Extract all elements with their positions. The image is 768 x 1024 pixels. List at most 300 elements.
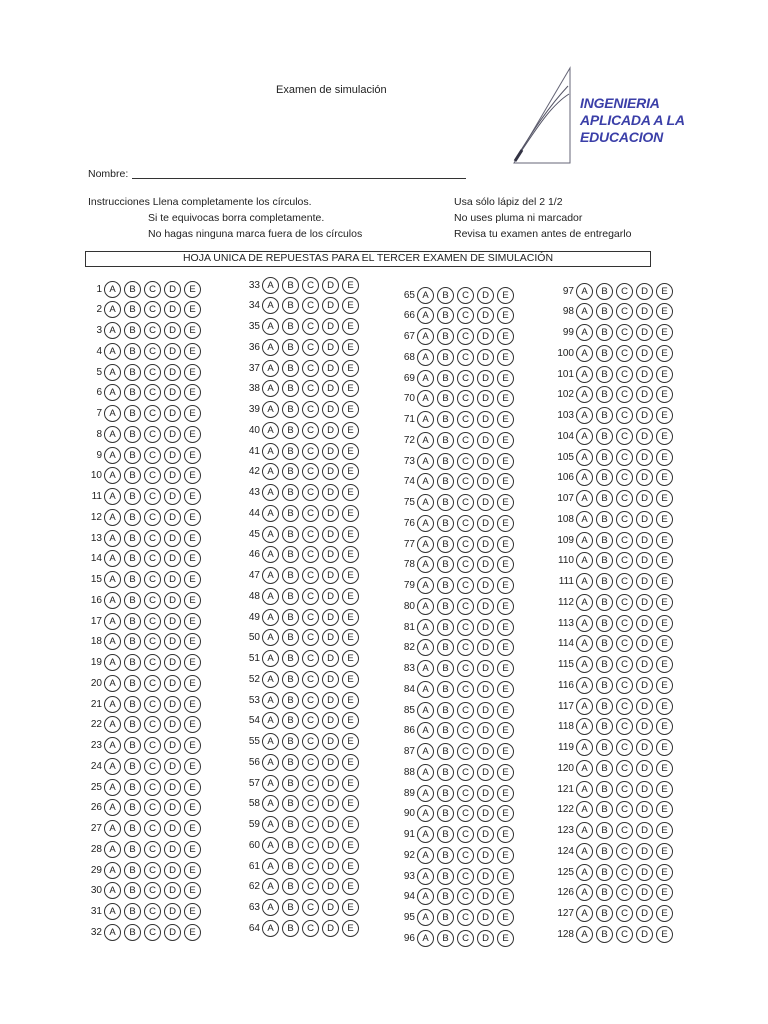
answer-bubble-e[interactable]: E (342, 401, 359, 418)
answer-bubble-d[interactable]: D (477, 826, 494, 843)
answer-bubble-b[interactable]: B (596, 428, 613, 445)
answer-bubble-d[interactable]: D (164, 716, 181, 733)
answer-bubble-a[interactable]: A (104, 696, 121, 713)
answer-bubble-e[interactable]: E (497, 473, 514, 490)
answer-bubble-b[interactable]: B (282, 505, 299, 522)
answer-bubble-e[interactable]: E (656, 594, 673, 611)
answer-bubble-b[interactable]: B (282, 775, 299, 792)
answer-bubble-c[interactable]: C (616, 469, 633, 486)
answer-bubble-a[interactable]: A (576, 449, 593, 466)
answer-bubble-d[interactable]: D (164, 841, 181, 858)
answer-bubble-e[interactable]: E (184, 737, 201, 754)
answer-bubble-a[interactable]: A (417, 556, 434, 573)
answer-bubble-e[interactable]: E (342, 505, 359, 522)
answer-bubble-e[interactable]: E (656, 386, 673, 403)
answer-bubble-b[interactable]: B (124, 301, 141, 318)
answer-bubble-e[interactable]: E (656, 615, 673, 632)
answer-bubble-e[interactable]: E (497, 453, 514, 470)
answer-bubble-e[interactable]: E (342, 878, 359, 895)
answer-bubble-a[interactable]: A (104, 675, 121, 692)
answer-bubble-c[interactable]: C (457, 473, 474, 490)
answer-bubble-e[interactable]: E (342, 692, 359, 709)
answer-bubble-e[interactable]: E (497, 785, 514, 802)
answer-bubble-b[interactable]: B (437, 577, 454, 594)
answer-bubble-b[interactable]: B (596, 781, 613, 798)
answer-bubble-a[interactable]: A (576, 905, 593, 922)
answer-bubble-b[interactable]: B (124, 364, 141, 381)
answer-bubble-c[interactable]: C (302, 567, 319, 584)
answer-bubble-d[interactable]: D (164, 592, 181, 609)
answer-bubble-d[interactable]: D (477, 639, 494, 656)
answer-bubble-b[interactable]: B (596, 469, 613, 486)
answer-bubble-d[interactable]: D (164, 447, 181, 464)
answer-bubble-a[interactable]: A (262, 816, 279, 833)
answer-bubble-c[interactable]: C (457, 660, 474, 677)
answer-bubble-d[interactable]: D (477, 473, 494, 490)
answer-bubble-e[interactable]: E (342, 775, 359, 792)
answer-bubble-b[interactable]: B (124, 571, 141, 588)
answer-bubble-d[interactable]: D (636, 884, 653, 901)
answer-bubble-a[interactable]: A (417, 639, 434, 656)
answer-bubble-b[interactable]: B (596, 386, 613, 403)
answer-bubble-d[interactable]: D (164, 343, 181, 360)
answer-bubble-b[interactable]: B (437, 681, 454, 698)
answer-bubble-b[interactable]: B (282, 712, 299, 729)
answer-bubble-c[interactable]: C (457, 349, 474, 366)
answer-bubble-a[interactable]: A (417, 743, 434, 760)
answer-bubble-e[interactable]: E (656, 303, 673, 320)
answer-bubble-e[interactable]: E (184, 322, 201, 339)
answer-bubble-d[interactable]: D (322, 360, 339, 377)
answer-bubble-e[interactable]: E (656, 739, 673, 756)
answer-bubble-c[interactable]: C (457, 307, 474, 324)
answer-bubble-a[interactable]: A (576, 635, 593, 652)
answer-bubble-d[interactable]: D (477, 785, 494, 802)
answer-bubble-b[interactable]: B (124, 758, 141, 775)
answer-bubble-a[interactable]: A (417, 536, 434, 553)
answer-bubble-b[interactable]: B (437, 390, 454, 407)
answer-bubble-b[interactable]: B (124, 322, 141, 339)
answer-bubble-c[interactable]: C (144, 530, 161, 547)
answer-bubble-d[interactable]: D (636, 926, 653, 943)
answer-bubble-a[interactable]: A (576, 864, 593, 881)
answer-bubble-b[interactable]: B (282, 609, 299, 626)
answer-bubble-e[interactable]: E (184, 467, 201, 484)
answer-bubble-a[interactable]: A (576, 469, 593, 486)
answer-bubble-a[interactable]: A (417, 785, 434, 802)
answer-bubble-b[interactable]: B (596, 366, 613, 383)
answer-bubble-c[interactable]: C (302, 546, 319, 563)
answer-bubble-b[interactable]: B (596, 303, 613, 320)
answer-bubble-c[interactable]: C (144, 903, 161, 920)
answer-bubble-d[interactable]: D (636, 594, 653, 611)
answer-bubble-e[interactable]: E (656, 449, 673, 466)
answer-bubble-e[interactable]: E (184, 447, 201, 464)
answer-bubble-d[interactable]: D (636, 449, 653, 466)
answer-bubble-e[interactable]: E (342, 567, 359, 584)
answer-bubble-e[interactable]: E (497, 390, 514, 407)
answer-bubble-d[interactable]: D (477, 847, 494, 864)
answer-bubble-b[interactable]: B (596, 283, 613, 300)
answer-bubble-d[interactable]: D (322, 712, 339, 729)
answer-bubble-d[interactable]: D (477, 805, 494, 822)
answer-bubble-a[interactable]: A (262, 277, 279, 294)
answer-bubble-e[interactable]: E (656, 511, 673, 528)
answer-bubble-c[interactable]: C (616, 926, 633, 943)
answer-bubble-c[interactable]: C (302, 878, 319, 895)
answer-bubble-e[interactable]: E (342, 837, 359, 854)
answer-bubble-e[interactable]: E (656, 469, 673, 486)
answer-bubble-c[interactable]: C (302, 858, 319, 875)
answer-bubble-b[interactable]: B (124, 903, 141, 920)
answer-bubble-d[interactable]: D (477, 390, 494, 407)
answer-bubble-d[interactable]: D (164, 550, 181, 567)
answer-bubble-e[interactable]: E (342, 650, 359, 667)
answer-bubble-d[interactable]: D (477, 515, 494, 532)
answer-bubble-e[interactable]: E (342, 754, 359, 771)
answer-bubble-d[interactable]: D (477, 764, 494, 781)
answer-bubble-c[interactable]: C (457, 370, 474, 387)
answer-bubble-b[interactable]: B (437, 536, 454, 553)
answer-bubble-a[interactable]: A (417, 473, 434, 490)
answer-bubble-d[interactable]: D (477, 556, 494, 573)
answer-bubble-b[interactable]: B (282, 546, 299, 563)
answer-bubble-c[interactable]: C (144, 592, 161, 609)
answer-bubble-c[interactable]: C (302, 422, 319, 439)
answer-bubble-d[interactable]: D (164, 903, 181, 920)
answer-bubble-e[interactable]: E (342, 858, 359, 875)
answer-bubble-e[interactable]: E (656, 366, 673, 383)
answer-bubble-b[interactable]: B (437, 909, 454, 926)
answer-bubble-d[interactable]: D (477, 349, 494, 366)
answer-bubble-d[interactable]: D (477, 868, 494, 885)
answer-bubble-a[interactable]: A (262, 484, 279, 501)
answer-bubble-e[interactable]: E (656, 635, 673, 652)
answer-bubble-a[interactable]: A (576, 615, 593, 632)
answer-bubble-b[interactable]: B (124, 592, 141, 609)
answer-bubble-e[interactable]: E (656, 490, 673, 507)
answer-bubble-d[interactable]: D (477, 888, 494, 905)
answer-bubble-c[interactable]: C (457, 577, 474, 594)
answer-bubble-a[interactable]: A (576, 511, 593, 528)
answer-bubble-e[interactable]: E (497, 515, 514, 532)
answer-bubble-b[interactable]: B (437, 888, 454, 905)
answer-bubble-a[interactable]: A (417, 515, 434, 532)
answer-bubble-a[interactable]: A (104, 343, 121, 360)
answer-bubble-e[interactable]: E (656, 822, 673, 839)
answer-bubble-c[interactable]: C (144, 550, 161, 567)
answer-bubble-c[interactable]: C (144, 322, 161, 339)
answer-bubble-d[interactable]: D (164, 571, 181, 588)
answer-bubble-e[interactable]: E (656, 552, 673, 569)
answer-bubble-e[interactable]: E (184, 530, 201, 547)
answer-bubble-c[interactable]: C (302, 360, 319, 377)
answer-bubble-c[interactable]: C (144, 405, 161, 422)
answer-bubble-a[interactable]: A (576, 677, 593, 694)
answer-bubble-d[interactable]: D (164, 758, 181, 775)
answer-bubble-e[interactable]: E (497, 370, 514, 387)
answer-bubble-e[interactable]: E (497, 930, 514, 947)
answer-bubble-c[interactable]: C (616, 324, 633, 341)
answer-bubble-a[interactable]: A (576, 781, 593, 798)
answer-bubble-c[interactable]: C (457, 743, 474, 760)
answer-bubble-e[interactable]: E (184, 405, 201, 422)
answer-bubble-e[interactable]: E (342, 380, 359, 397)
answer-bubble-d[interactable]: D (164, 384, 181, 401)
answer-bubble-a[interactable]: A (104, 447, 121, 464)
answer-bubble-b[interactable]: B (124, 613, 141, 630)
answer-bubble-a[interactable]: A (262, 546, 279, 563)
answer-bubble-d[interactable]: D (636, 760, 653, 777)
answer-bubble-c[interactable]: C (616, 366, 633, 383)
answer-bubble-e[interactable]: E (497, 868, 514, 885)
answer-bubble-c[interactable]: C (457, 390, 474, 407)
answer-bubble-b[interactable]: B (437, 370, 454, 387)
answer-bubble-a[interactable]: A (576, 843, 593, 860)
answer-bubble-c[interactable]: C (616, 594, 633, 611)
answer-bubble-d[interactable]: D (636, 283, 653, 300)
answer-bubble-a[interactable]: A (104, 862, 121, 879)
answer-bubble-d[interactable]: D (636, 490, 653, 507)
answer-bubble-b[interactable]: B (282, 526, 299, 543)
answer-bubble-a[interactable]: A (417, 411, 434, 428)
answer-bubble-b[interactable]: B (437, 619, 454, 636)
answer-bubble-b[interactable]: B (437, 743, 454, 760)
answer-bubble-c[interactable]: C (144, 384, 161, 401)
answer-bubble-c[interactable]: C (616, 905, 633, 922)
answer-bubble-a[interactable]: A (262, 733, 279, 750)
answer-bubble-b[interactable]: B (596, 760, 613, 777)
answer-bubble-d[interactable]: D (477, 681, 494, 698)
answer-bubble-e[interactable]: E (656, 864, 673, 881)
answer-bubble-c[interactable]: C (616, 656, 633, 673)
answer-bubble-e[interactable]: E (342, 816, 359, 833)
answer-bubble-c[interactable]: C (302, 297, 319, 314)
answer-bubble-c[interactable]: C (144, 509, 161, 526)
answer-bubble-d[interactable]: D (636, 615, 653, 632)
answer-bubble-b[interactable]: B (596, 864, 613, 881)
answer-bubble-a[interactable]: A (262, 899, 279, 916)
answer-bubble-c[interactable]: C (302, 463, 319, 480)
answer-bubble-d[interactable]: D (636, 656, 653, 673)
answer-bubble-e[interactable]: E (497, 287, 514, 304)
answer-bubble-b[interactable]: B (282, 567, 299, 584)
answer-bubble-c[interactable]: C (616, 449, 633, 466)
answer-bubble-e[interactable]: E (184, 924, 201, 941)
answer-bubble-c[interactable]: C (144, 467, 161, 484)
answer-bubble-a[interactable]: A (576, 386, 593, 403)
answer-bubble-e[interactable]: E (656, 573, 673, 590)
answer-bubble-b[interactable]: B (282, 443, 299, 460)
answer-bubble-c[interactable]: C (302, 712, 319, 729)
answer-bubble-b[interactable]: B (282, 380, 299, 397)
answer-bubble-c[interactable]: C (302, 277, 319, 294)
answer-bubble-c[interactable]: C (457, 328, 474, 345)
answer-bubble-b[interactable]: B (124, 862, 141, 879)
answer-bubble-d[interactable]: D (636, 324, 653, 341)
answer-bubble-e[interactable]: E (184, 716, 201, 733)
answer-bubble-b[interactable]: B (596, 552, 613, 569)
answer-bubble-c[interactable]: C (457, 432, 474, 449)
answer-bubble-a[interactable]: A (417, 453, 434, 470)
answer-bubble-c[interactable]: C (302, 380, 319, 397)
answer-bubble-b[interactable]: B (437, 930, 454, 947)
answer-bubble-e[interactable]: E (497, 307, 514, 324)
answer-bubble-b[interactable]: B (282, 463, 299, 480)
answer-bubble-d[interactable]: D (477, 328, 494, 345)
answer-bubble-a[interactable]: A (262, 650, 279, 667)
answer-bubble-d[interactable]: D (636, 407, 653, 424)
answer-bubble-e[interactable]: E (184, 384, 201, 401)
answer-bubble-a[interactable]: A (104, 592, 121, 609)
answer-bubble-a[interactable]: A (262, 360, 279, 377)
answer-bubble-b[interactable]: B (124, 405, 141, 422)
answer-bubble-d[interactable]: D (164, 509, 181, 526)
answer-bubble-e[interactable]: E (497, 619, 514, 636)
answer-bubble-d[interactable]: D (322, 422, 339, 439)
answer-bubble-e[interactable]: E (497, 888, 514, 905)
answer-bubble-d[interactable]: D (322, 318, 339, 335)
answer-bubble-a[interactable]: A (104, 426, 121, 443)
answer-bubble-a[interactable]: A (576, 428, 593, 445)
answer-bubble-d[interactable]: D (477, 577, 494, 594)
answer-bubble-a[interactable]: A (104, 530, 121, 547)
answer-bubble-a[interactable]: A (417, 702, 434, 719)
answer-bubble-b[interactable]: B (437, 287, 454, 304)
answer-bubble-a[interactable]: A (262, 754, 279, 771)
answer-bubble-c[interactable]: C (457, 411, 474, 428)
answer-bubble-d[interactable]: D (322, 775, 339, 792)
answer-bubble-e[interactable]: E (184, 799, 201, 816)
answer-bubble-d[interactable]: D (322, 546, 339, 563)
answer-bubble-d[interactable]: D (322, 567, 339, 584)
answer-bubble-c[interactable]: C (616, 303, 633, 320)
answer-bubble-c[interactable]: C (616, 677, 633, 694)
answer-bubble-e[interactable]: E (184, 654, 201, 671)
answer-bubble-c[interactable]: C (616, 635, 633, 652)
answer-bubble-e[interactable]: E (342, 795, 359, 812)
answer-bubble-a[interactable]: A (262, 837, 279, 854)
answer-bubble-d[interactable]: D (636, 864, 653, 881)
answer-bubble-a[interactable]: A (576, 345, 593, 362)
answer-bubble-a[interactable]: A (262, 878, 279, 895)
answer-bubble-a[interactable]: A (417, 349, 434, 366)
answer-bubble-d[interactable]: D (164, 696, 181, 713)
answer-bubble-b[interactable]: B (596, 573, 613, 590)
answer-bubble-c[interactable]: C (144, 364, 161, 381)
answer-bubble-c[interactable]: C (144, 633, 161, 650)
answer-bubble-a[interactable]: A (104, 654, 121, 671)
answer-bubble-a[interactable]: A (104, 384, 121, 401)
answer-bubble-b[interactable]: B (282, 401, 299, 418)
answer-bubble-c[interactable]: C (144, 281, 161, 298)
answer-bubble-b[interactable]: B (596, 905, 613, 922)
answer-bubble-c[interactable]: C (616, 407, 633, 424)
answer-bubble-e[interactable]: E (656, 718, 673, 735)
answer-bubble-a[interactable]: A (417, 805, 434, 822)
answer-bubble-b[interactable]: B (596, 449, 613, 466)
answer-bubble-e[interactable]: E (656, 905, 673, 922)
answer-bubble-a[interactable]: A (262, 858, 279, 875)
answer-bubble-c[interactable]: C (302, 650, 319, 667)
answer-bubble-a[interactable]: A (417, 868, 434, 885)
answer-bubble-b[interactable]: B (596, 718, 613, 735)
answer-bubble-d[interactable]: D (322, 443, 339, 460)
answer-bubble-b[interactable]: B (596, 884, 613, 901)
answer-bubble-c[interactable]: C (302, 899, 319, 916)
answer-bubble-d[interactable]: D (477, 722, 494, 739)
answer-bubble-a[interactable]: A (576, 552, 593, 569)
answer-bubble-c[interactable]: C (457, 805, 474, 822)
answer-bubble-c[interactable]: C (616, 386, 633, 403)
answer-bubble-c[interactable]: C (144, 716, 161, 733)
answer-bubble-e[interactable]: E (497, 847, 514, 864)
answer-bubble-a[interactable]: A (576, 884, 593, 901)
answer-bubble-e[interactable]: E (184, 281, 201, 298)
answer-bubble-b[interactable]: B (437, 868, 454, 885)
answer-bubble-d[interactable]: D (164, 675, 181, 692)
answer-bubble-a[interactable]: A (262, 380, 279, 397)
answer-bubble-d[interactable]: D (164, 530, 181, 547)
answer-bubble-e[interactable]: E (342, 484, 359, 501)
answer-bubble-a[interactable]: A (104, 903, 121, 920)
answer-bubble-b[interactable]: B (282, 339, 299, 356)
answer-bubble-d[interactable]: D (322, 837, 339, 854)
answer-bubble-b[interactable]: B (596, 656, 613, 673)
answer-bubble-e[interactable]: E (184, 820, 201, 837)
answer-bubble-c[interactable]: C (302, 526, 319, 543)
answer-bubble-d[interactable]: D (477, 619, 494, 636)
answer-bubble-e[interactable]: E (184, 301, 201, 318)
answer-bubble-d[interactable]: D (636, 303, 653, 320)
answer-bubble-e[interactable]: E (656, 324, 673, 341)
answer-bubble-a[interactable]: A (576, 303, 593, 320)
answer-bubble-a[interactable]: A (262, 609, 279, 626)
answer-bubble-e[interactable]: E (497, 536, 514, 553)
answer-bubble-d[interactable]: D (322, 505, 339, 522)
answer-bubble-c[interactable]: C (616, 511, 633, 528)
answer-bubble-d[interactable]: D (322, 920, 339, 937)
answer-bubble-a[interactable]: A (417, 826, 434, 843)
answer-bubble-d[interactable]: D (322, 588, 339, 605)
answer-bubble-d[interactable]: D (477, 598, 494, 615)
answer-bubble-a[interactable]: A (262, 692, 279, 709)
answer-bubble-d[interactable]: D (164, 301, 181, 318)
answer-bubble-c[interactable]: C (144, 343, 161, 360)
answer-bubble-a[interactable]: A (576, 801, 593, 818)
answer-bubble-b[interactable]: B (124, 696, 141, 713)
answer-bubble-d[interactable]: D (477, 743, 494, 760)
answer-bubble-c[interactable]: C (302, 339, 319, 356)
answer-bubble-b[interactable]: B (596, 594, 613, 611)
answer-bubble-e[interactable]: E (656, 801, 673, 818)
answer-bubble-a[interactable]: A (417, 287, 434, 304)
answer-bubble-a[interactable]: A (104, 281, 121, 298)
answer-bubble-a[interactable]: A (417, 909, 434, 926)
answer-bubble-b[interactable]: B (282, 277, 299, 294)
answer-bubble-e[interactable]: E (342, 277, 359, 294)
answer-bubble-c[interactable]: C (616, 843, 633, 860)
answer-bubble-b[interactable]: B (124, 509, 141, 526)
answer-bubble-e[interactable]: E (184, 488, 201, 505)
answer-bubble-a[interactable]: A (104, 467, 121, 484)
answer-bubble-d[interactable]: D (164, 862, 181, 879)
answer-bubble-c[interactable]: C (302, 837, 319, 854)
answer-bubble-b[interactable]: B (282, 837, 299, 854)
answer-bubble-c[interactable]: C (457, 909, 474, 926)
answer-bubble-c[interactable]: C (616, 864, 633, 881)
answer-bubble-c[interactable]: C (457, 785, 474, 802)
